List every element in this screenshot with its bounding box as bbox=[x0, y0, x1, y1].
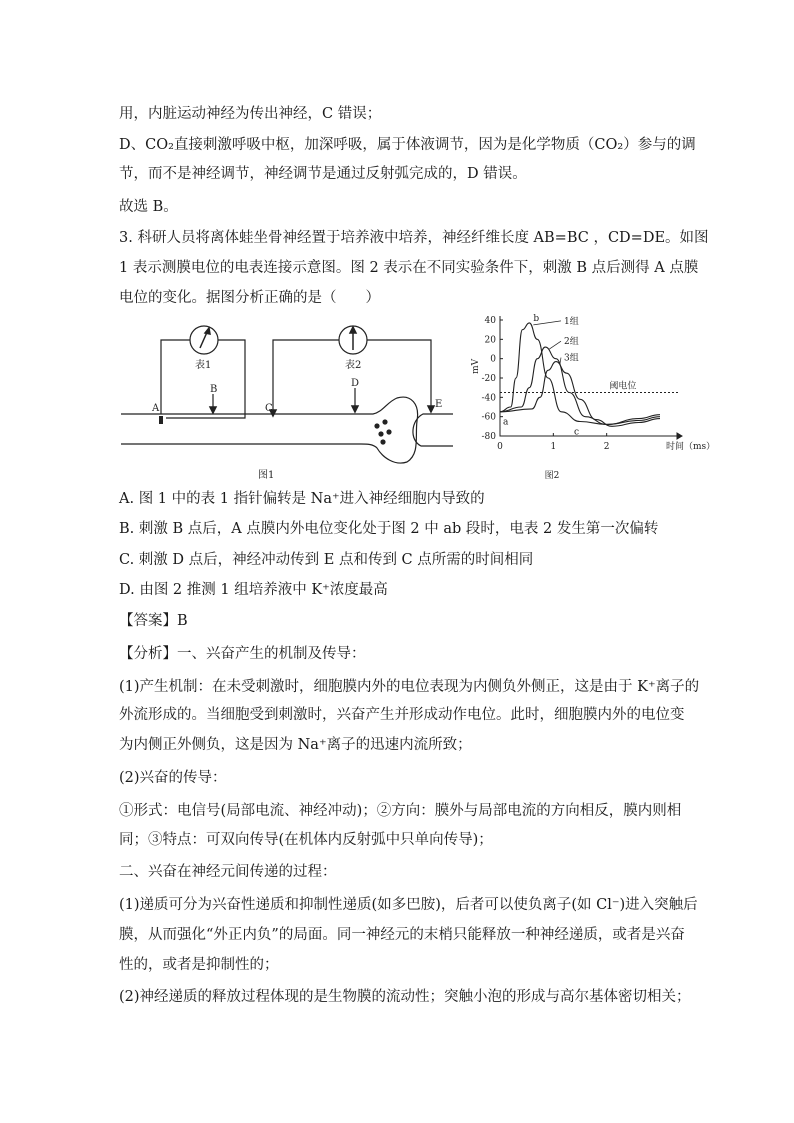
option-b: B. 刺激 B 点后，A 点膜内外电位变化处于图 2 中 ab 段时，电表 2 发生第一次偏转 bbox=[119, 521, 659, 537]
analysis-line: (1)产生机制：在未受刺激时，细胞膜内外的电位表现为内侧负外侧正，这是由于 K⁺离子的 bbox=[119, 679, 700, 695]
x-axis-arrow bbox=[677, 433, 682, 439]
curve-point-b: b bbox=[533, 313, 540, 324]
y-tick-label: -80 bbox=[481, 432, 496, 442]
analysis-line: (2)兴奋的传导： bbox=[119, 770, 227, 786]
analysis-line: 二、兴奋在神经元间传递的过程： bbox=[119, 864, 337, 880]
figure-1-diagram bbox=[115, 316, 460, 486]
y-tick-label: 0 bbox=[490, 354, 496, 365]
figure-2-caption: 图2 bbox=[544, 471, 560, 481]
question-line: 3. 科研人员将离体蛙坐骨神经置于培养液中培养，神经纤维长度 AB=BC ，CD=DE。如图 bbox=[119, 230, 709, 246]
y-axis-label: mV bbox=[471, 358, 481, 374]
analysis-line: ①形式：电信号(局部电流、神经冲动)；②方向：膜外与局部电流的方向相反，膜内则相 bbox=[119, 803, 682, 819]
point-b-label: B bbox=[210, 384, 218, 395]
answer-line: 【答案】B bbox=[119, 613, 188, 629]
x-axis-label: 时间（ms） bbox=[666, 442, 716, 452]
y-tick-label: -60 bbox=[481, 412, 496, 423]
y-tick-label: 40 bbox=[484, 316, 496, 326]
analysis-line: 同；③特点：可双向传导(在机体内反射弧中只单向传导)； bbox=[119, 832, 493, 848]
curve-point-a: a bbox=[503, 417, 509, 428]
option-a: A. 图 1 中的表 1 指针偏转是 Na⁺进入神经细胞内导致的 bbox=[119, 491, 485, 507]
option-d: D. 由图 2 推测 1 组培养液中 K⁺浓度最高 bbox=[119, 582, 388, 598]
x-tick-label: 0 bbox=[497, 442, 503, 452]
y-tick-label: 20 bbox=[484, 335, 496, 346]
y-tick-label: -40 bbox=[481, 393, 496, 404]
paragraph-line: 用，内脏运动神经为传出神经，C 错误； bbox=[119, 106, 382, 122]
series-line-3 bbox=[500, 362, 660, 427]
point-e-label: E bbox=[435, 399, 443, 410]
series-leader-3 bbox=[560, 358, 561, 364]
series-label-2: 2组 bbox=[564, 337, 579, 348]
option-c: C. 刺激 D 点后，神经冲动传到 E 点和传到 C 点所需的时间相同 bbox=[119, 552, 534, 568]
meter-2-label: 表2 bbox=[345, 360, 362, 371]
analysis-line: 【分析】一、兴奋产生的机制及传导： bbox=[119, 646, 366, 662]
figure-1-caption: 图1 bbox=[258, 470, 275, 481]
point-a-label: A bbox=[152, 403, 160, 414]
analysis-line: 性的，或者是抑制性的； bbox=[119, 957, 279, 973]
analysis-line: (2)神经递质的释放过程体现的是生物膜的流动性；突触小泡的形成与高尔基体密切相关； bbox=[119, 989, 691, 1005]
analysis-line: (1)递质可分为兴奋性递质和抑制性递质(如多巴胺)，后者可以使负离子(如 Cl⁻)进入突触后 bbox=[119, 897, 698, 913]
meter-1-label: 表1 bbox=[195, 360, 212, 371]
point-d-label: D bbox=[351, 378, 360, 389]
x-tick-label: 1 bbox=[550, 442, 557, 452]
series-label-1: 1组 bbox=[564, 316, 579, 327]
curve-point-c: c bbox=[574, 427, 580, 438]
threshold-label: 阈电位 bbox=[609, 381, 637, 392]
analysis-line: 膜，从而强化“外正内负”的局面。同一神经元的末梢只能释放一种神经递质，或者是兴奋 bbox=[119, 927, 685, 943]
analysis-line: 为内侧正外侧负，这是因为 Na⁺离子的迅速内流所致； bbox=[119, 737, 472, 753]
paragraph-line: 故选 B。 bbox=[119, 199, 178, 215]
question-line: 电位的变化。据图分析正确的是（ ） bbox=[119, 290, 380, 306]
figure-2-chart bbox=[470, 310, 716, 482]
paragraph-line: D、CO₂直接刺激呼吸中枢，加深呼吸，属于体液调节，因为是化学物质（CO₂）参与的调 bbox=[119, 137, 696, 153]
analysis-line: 外流形成的。当细胞受到刺激时，兴奋产生并形成动作电位。此时，细胞膜内外的电位变 bbox=[119, 707, 685, 723]
y-tick-label: -20 bbox=[481, 374, 496, 384]
series-leader-2 bbox=[549, 341, 561, 349]
point-c-label: C bbox=[265, 403, 273, 414]
series-label-3: 3组 bbox=[564, 353, 579, 364]
x-tick-label: 2 bbox=[603, 442, 610, 452]
paragraph-line: 节，而不是神经调节，神经调节是通过反射弧完成的，D 错误。 bbox=[119, 166, 527, 182]
question-line: 1 表示测膜电位的电表连接示意图。图 2 表示在不同实验条件下，刺激 B 点后测得 A 点膜 bbox=[119, 260, 699, 276]
